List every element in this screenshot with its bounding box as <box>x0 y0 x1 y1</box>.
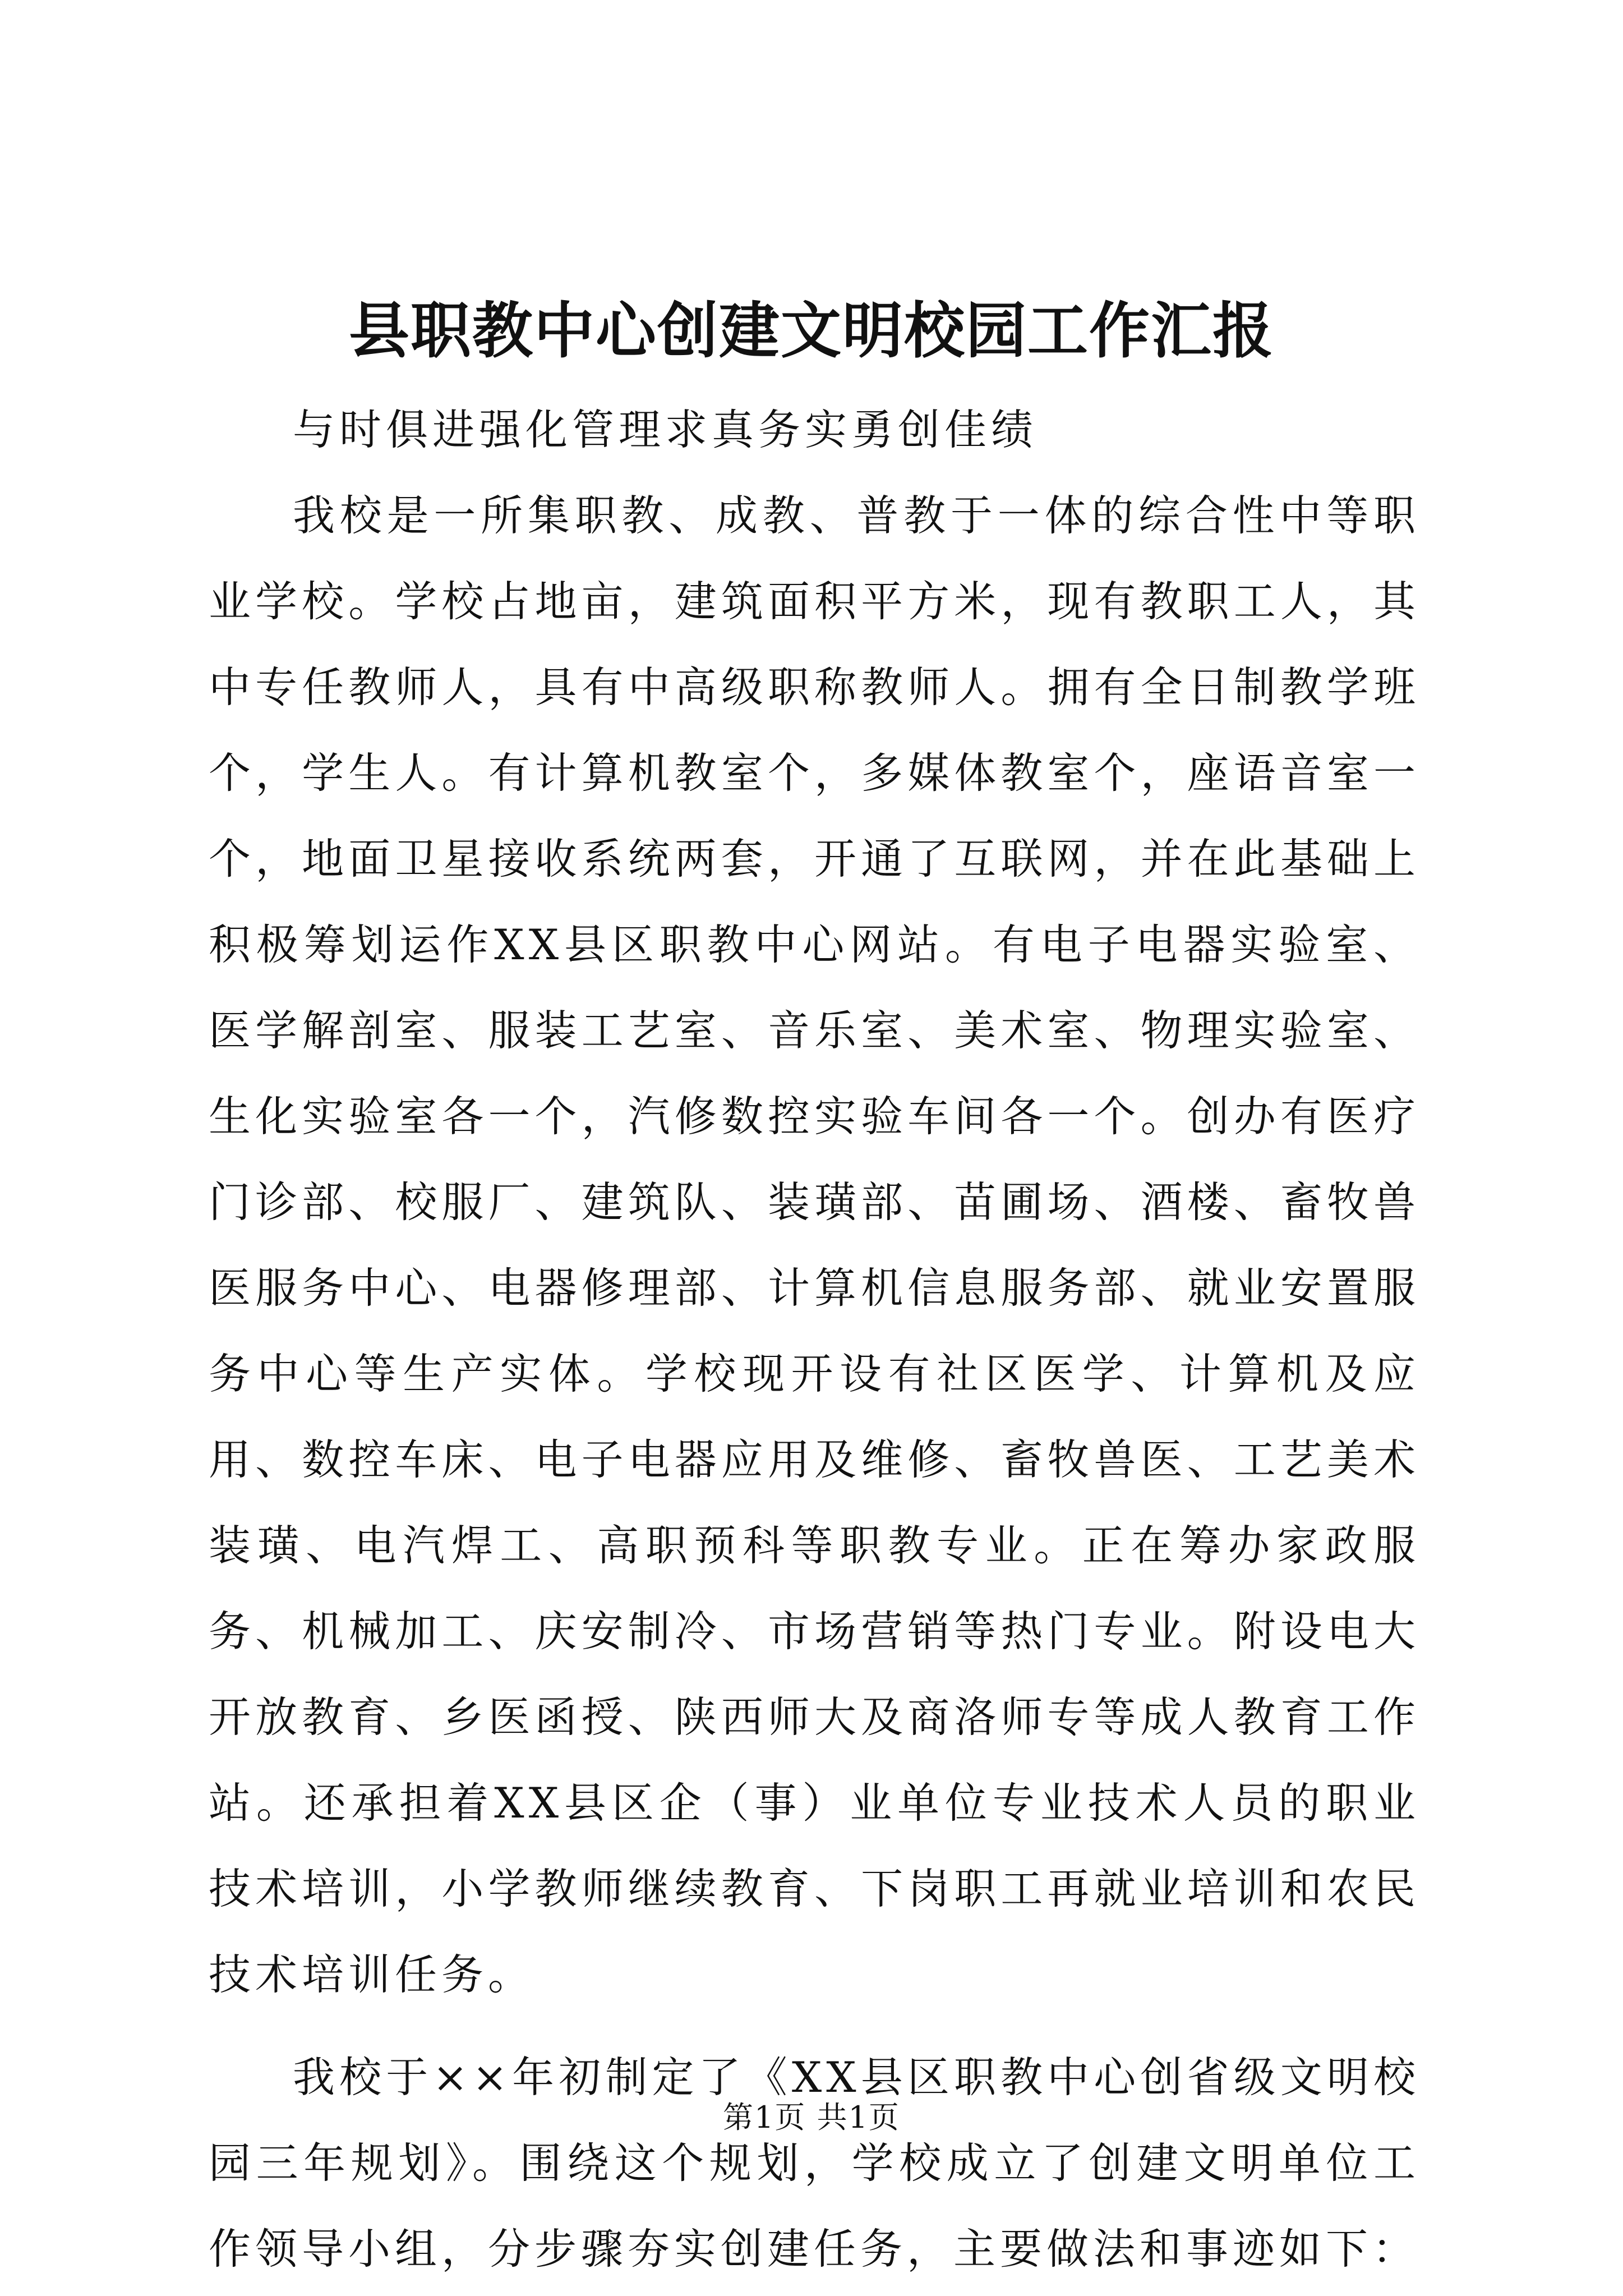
document-body <box>209 387 1420 2292</box>
body-paragraph-school-intro: 我校是一所集职教、成教、普教于一体的综合性中等职业学校。学校占地亩，建筑面积平方米，现有教职工人，其中专任教师人，具有中高级职称教师人。拥有全日制教学班个，学生人。有计算机教室个，多媒体教室个，座语音室一个，地面卫星接收系统两套，开通了互联网，并在此基础上积极筹划运作XX县区职教中心网站。有电子电器实验室、医学解剖室、服装工艺室、音乐室、美术室、物理实验室、生化实验室各一个，汽修数控实验车间各一个。创办有医疗门诊部、校服厂、建筑队、装璜部、苗圃场、酒楼、畜牧兽医服务中心、电器修理部、计算机信息服务部、就业安置服务中心等生产实体。学校现开设有社区医学、计算机及应用、数控车床、电子电器应用及维修、畜牧兽医、工艺美术装璜、电汽焊工、高职预科等职教专业。正在筹办家政服务、机械加工、庆安制冷、市场营销等热门专业。附设电大开放教育、乡医函授、陕西师大及商洛师专等成人教育工作站。还承担着XX县区企（事）业单位专业技术人员的职业技术培训，小学教师继续教育、下岗职工再就业培训和农民技术培训任务。 <box>209 491 1420 1999</box>
body-paragraph-plan: 我校于××年初制定了《XX县区职教中心创省级文明校园三年规划》。围绕这个规划，学校成立了创建文明单位工作领导小组，分步骤夯实创建任务，主要做法和事迹如下： <box>209 2053 1420 2274</box>
subtitle-paragraph: 与时俱进强化管理求真务实勇创佳绩 <box>293 405 1038 454</box>
document-title: 县职教中心创建文明校园工作汇报 <box>348 296 1274 366</box>
page-footer: 第1页 共1页 <box>723 2100 900 2135</box>
